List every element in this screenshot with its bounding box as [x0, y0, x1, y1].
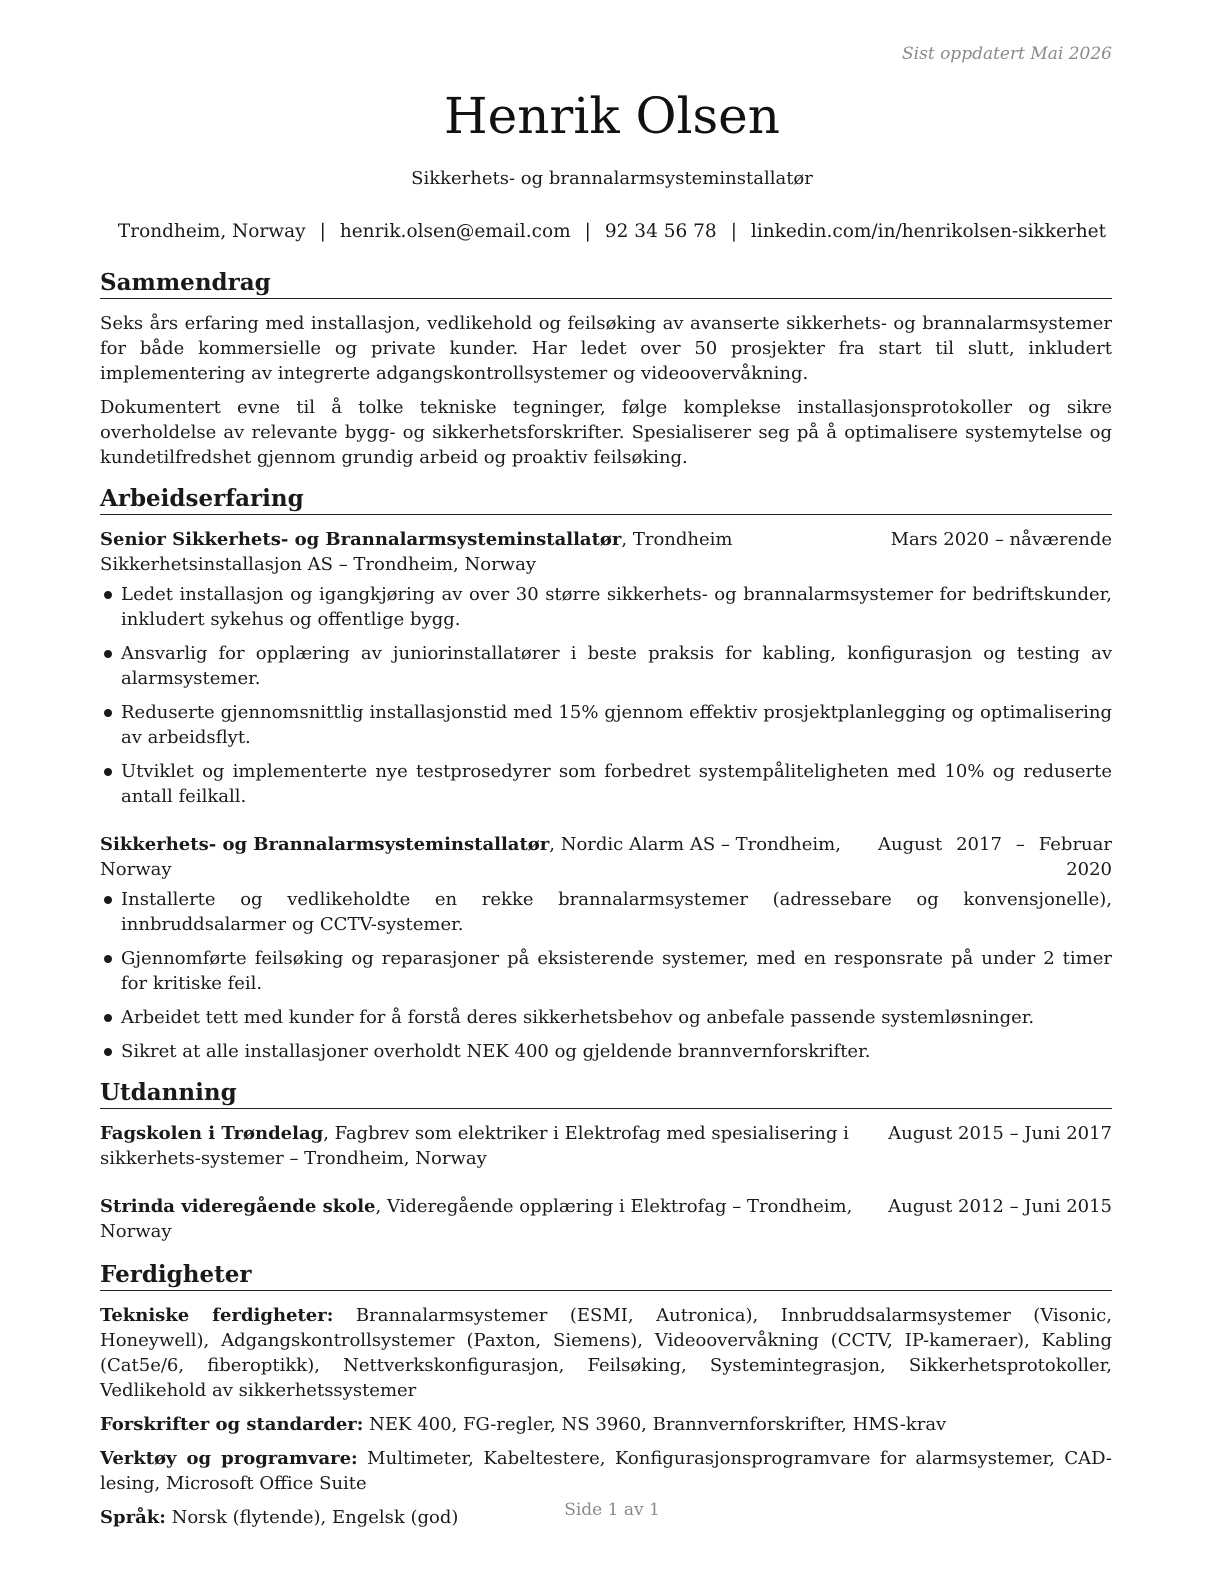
list-item: Installerte og vedlikeholdte en rekke brannalarmsystemer (adressebare og konvensjonelle), innbruddsalarmer og CCTV-systemer. — [100, 887, 1112, 937]
job-entry — [100, 832, 1112, 1064]
contact-linkedin[interactable]: linkedin.com/in/henrikolsen-sikkerhet — [750, 221, 1107, 242]
skill-group — [100, 1446, 1112, 1496]
last-updated: Sist oppdatert Mai 2026 — [902, 44, 1112, 64]
education-dates: August 2012 – Juni 2015 — [888, 1196, 1112, 1217]
list-item: Reduserte gjennomsnittlig installasjonstid med 15% gjennom effektiv prosjektplanlegging og optimalisering av arbeidsflyt. — [100, 700, 1112, 750]
list-item: Ledet installasjon og igangkjøring av over 30 større sikkerhets- og brannalarmsystemer for bedriftskunder, inkludert sykehus og offentlige bygg. — [100, 582, 1112, 632]
list-item: Ansvarlig for opplæring av juniorinstallatører i beste praksis for kabling, konfigurasjon og testing av alarmsystemer. — [100, 641, 1112, 691]
education-detail: , Fagbrev som elektriker i Elektrofag med spesialisering i sikkerhets-systemer – Trondheim, Norway — [100, 1123, 849, 1169]
school-name: Fagskolen i Trøndelag — [100, 1123, 324, 1144]
skill-label: Tekniske ferdigheter: — [100, 1305, 334, 1326]
job-title: Sikkerhets- og Brannalarmsysteminstallatør — [100, 834, 550, 855]
contact-phone: 92 34 56 78 — [604, 221, 717, 242]
separator: | — [319, 221, 326, 242]
skill-label: Språk: — [100, 1507, 166, 1528]
contact-line — [0, 218, 1224, 246]
person-name: Henrik Olsen — [444, 87, 780, 145]
list-item: Sikret at alle installasjoner overholdt NEK 400 og gjeldende brannvernforskrifter. — [100, 1039, 1112, 1064]
separator: | — [730, 221, 737, 242]
resume-body — [100, 268, 1112, 1539]
job-title: Sikkerhets- og brannalarmsysteminstallatør — [411, 168, 813, 189]
list-item: Gjennomførte feilsøking og reparasjoner på eksisterende systemer, med en responsrate på under 2 timer for kritiske feil. — [100, 946, 1112, 996]
list-item: Arbeidet tett med kunder for å forstå deres sikkerhetsbehov og anbefale passende systemløsninger. — [100, 1005, 1112, 1030]
separator: | — [584, 221, 591, 242]
job-company: , Trondheim Sikkerhetsinstallasjon AS – Trondheim, Norway — [100, 529, 733, 575]
section-heading-summary: Sammendrag — [100, 268, 1112, 299]
summary-paragraph: Dokumentert evne til å tolke tekniske tegninger, følge komplekse installasjonsprotokoller og sikre overholdelse av relevante bygg- og sikkerhetsforskrifter. Spesialiserer seg på å optimalisere systemytelse og kundetilfredshet gjennom grundig arbeid og proaktiv feilsøking. — [100, 397, 1112, 468]
job-title: Senior Sikkerhets- og Brannalarmsysteminstallatør — [100, 529, 622, 550]
job-entry — [100, 527, 1112, 809]
job-bullets — [100, 887, 1112, 1064]
contact-email[interactable]: henrik.olsen@email.com — [339, 221, 571, 242]
section-heading-skills: Ferdigheter — [100, 1260, 1112, 1291]
education-entry — [100, 1194, 1112, 1244]
skill-text: Multimeter, Kabeltestere, Konfigurasjonsprogramvare for alarmsystemer, CAD-lesing, Microsoft Office Suite — [100, 1448, 1112, 1494]
skill-text: Brannalarmsystemer (ESMI, Autronica), Innbruddsalarmsystemer (Visonic, Honeywell), Adgangskontrollsystemer (Paxton, Siemens), Videoovervåkning (CCTV, IP-kameraer), Kabling (Cat5e/6, fiberoptikk), Nettverkskonfigurasjon, Feilsøking, Systemintegrasjon, Sikkerhetsprotokoller, Vedlikehold av sikkerhetssystemer — [100, 1305, 1112, 1401]
skill-text: NEK 400, FG-regler, NS 3960, Brannvernforskrifter, HMS-krav — [363, 1414, 947, 1435]
school-name: Strinda videregående skole — [100, 1196, 376, 1217]
education-detail: , Videregående opplæring i Elektrofag – Trondheim, Norway — [100, 1196, 853, 1242]
education-dates: August 2015 – Juni 2017 — [888, 1123, 1112, 1144]
section-heading-experience: Arbeidserfaring — [100, 484, 1112, 515]
skill-label: Forskrifter og standarder: — [100, 1414, 364, 1435]
page-number: Side 1 av 1 — [564, 1500, 660, 1520]
skill-label: Verktøy og programvare: — [100, 1448, 358, 1469]
education-entry — [100, 1121, 1112, 1171]
job-dates: August 2017 – Februar 2020 — [878, 834, 1112, 880]
job-header — [100, 832, 1112, 882]
job-dates: Mars 2020 – nåværende — [890, 529, 1112, 550]
job-bullets — [100, 582, 1112, 809]
job-header — [100, 527, 1112, 577]
job-company: , Nordic Alarm AS – Trondheim, Norway — [100, 834, 841, 880]
skill-group — [100, 1412, 1112, 1437]
list-item: Utviklet og implementerte nye testprosedyrer som forbedret systempåliteligheten med 10% og reduserte antall feilkall. — [100, 759, 1112, 809]
contact-location: Trondheim, Norway — [117, 221, 306, 242]
summary-paragraph: Seks års erfaring med installasjon, vedlikehold og feilsøking av avanserte sikkerhets- og brannalarmsystemer for både kommersielle og private kunder. Har ledet over 50 prosjekter fra start til slutt, inkludert implementering av integrerte adgangskontrollsystemer og videoovervåkning. — [100, 313, 1112, 384]
skill-group — [100, 1303, 1112, 1403]
skill-text: Norsk (flytende), Engelsk (god) — [165, 1507, 459, 1528]
section-heading-education: Utdanning — [100, 1078, 1112, 1109]
